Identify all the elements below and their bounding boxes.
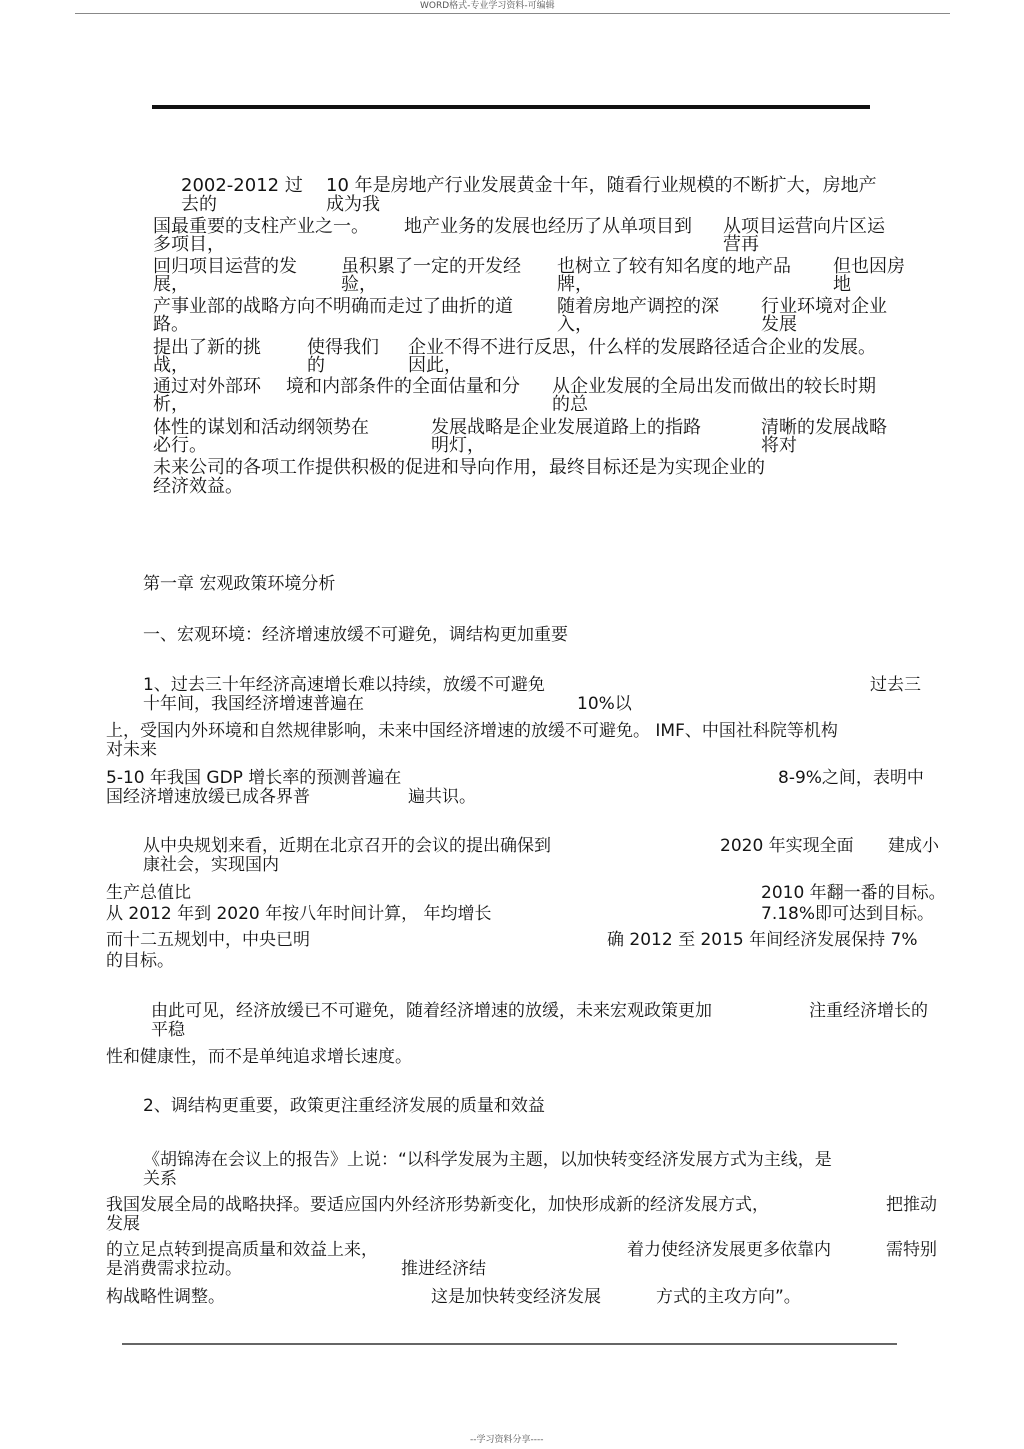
text-line: 经济效益。 (153, 476, 243, 497)
text-line: 成为我 (326, 194, 380, 215)
text-line: 性和健康性，而不是单纯追求增长速度。 (106, 1047, 412, 1067)
text-line: 由此可见，经济放缓已不可避免，随着经济增速的放缓，未来宏观政策更加 (151, 1001, 712, 1021)
text-line: 验， (341, 274, 377, 295)
text-line: 的 (307, 355, 325, 376)
text-line: 着力使经济发展更多依靠内 (627, 1240, 831, 1260)
text-line: 从中央规划来看，近期在北京召开的会议的提出确保到 (143, 836, 551, 856)
text-line: 提出了新的挑 (153, 337, 261, 358)
text-line: 行业环境对企业 (761, 296, 887, 317)
text-line: 营再 (723, 234, 759, 255)
top-thick-rule (152, 105, 870, 109)
text-line: 战， (153, 355, 189, 376)
text-line: 《胡锦涛在会议上的报告》上说：“以科学发展为主题，以加快转变经济发展方式为主线，是 (143, 1150, 832, 1170)
text-line: 展， (153, 274, 189, 295)
text-line: 10%以 (577, 694, 632, 714)
text-line: 国最重要的支柱产业之一。 (153, 216, 369, 237)
page-header: WORD格式-专业学习资料-可编辑 (420, 1, 555, 11)
bottom-rule (122, 1343, 897, 1345)
text-line: 建成小 (888, 836, 939, 856)
text-line: 5-10 年我国 GDP 增长率的预测普遍在 (106, 768, 402, 788)
text-line: 的立足点转到提高质量和效益上来， (106, 1240, 378, 1260)
text-line: 的目标。 (106, 951, 174, 971)
text-line: 从企业发展的全局出发而做出的较长时期 (552, 376, 876, 397)
text-line: 平稳 (151, 1020, 185, 1040)
text-line: 产事业部的战略方向不明确而走过了曲折的道 (153, 296, 513, 317)
text-line: 是消费需求拉动。 (106, 1259, 242, 1279)
text-line: 关系 (143, 1169, 177, 1189)
text-line: 境和内部条件的全面估量和分 (286, 376, 520, 397)
text-line: 把推动 (886, 1195, 937, 1215)
text-line: 通过对外部环 (153, 376, 261, 397)
text-line: 这是加快转变经济发展 (431, 1287, 601, 1307)
text-line: 发展战略是企业发展道路上的指路 (431, 417, 701, 438)
text-line: 将对 (761, 435, 797, 456)
text-line: 使得我们 (307, 337, 379, 358)
header-rule (75, 13, 950, 14)
text-line: 体性的谋划和活动纲领势在 (153, 417, 369, 438)
text-line: 国经济增速放缓已成各界普 (106, 787, 310, 807)
text-line: 去的 (181, 194, 217, 215)
text-line: 从项目运营向片区运 (723, 216, 885, 237)
text-line: 必行。 (153, 435, 207, 456)
text-line: 发展 (106, 1214, 140, 1234)
text-line: 方式的主攻方向”。 (656, 1287, 801, 1307)
text-line: 2002-2012 过 (181, 175, 303, 196)
text-line: 我国发展全局的战略抉择。要适应国内外经济形势新变化，加快形成新的经济发展方式， (106, 1195, 769, 1215)
text-line: 回归项目运营的发 (153, 256, 297, 277)
section-title: 一、宏观环境：经济增速放缓不可避免，调结构更加重要 (143, 625, 568, 645)
page-footer: --学习资料分享---- (470, 1435, 544, 1445)
text-line: 而十二五规划中，中央已明 (106, 930, 310, 950)
chapter-title: 第一章 宏观政策环境分析 (143, 574, 336, 594)
text-line: 构战略性调整。 (106, 1287, 225, 1307)
text-line: 析， (153, 394, 189, 415)
text-line: 康社会，实现国内 (143, 855, 279, 875)
text-line: 过去三 (870, 675, 921, 695)
text-line: 随着房地产调控的深 (557, 296, 719, 317)
text-line: 未来公司的各项工作提供积极的促进和导向作用，最终目标还是为实现企业的 (153, 457, 765, 478)
text-line: 地 (833, 274, 851, 295)
text-line: 2020 年实现全面 (720, 836, 854, 856)
text-line: 也树立了较有知名度的地产品 (557, 256, 791, 277)
subsection-title: 2、调结构更重要，政策更注重经济发展的质量和效益 (143, 1096, 545, 1116)
text-line: 虽积累了一定的开发经 (341, 256, 521, 277)
text-line: 但也因房 (833, 256, 905, 277)
text-line: 2010 年翻一番的目标。 (761, 883, 946, 903)
text-line: 入， (557, 314, 593, 335)
text-line: 对未来 (106, 740, 157, 760)
text-line: 注重经济增长的 (809, 1001, 928, 1021)
text-line: 因此， (408, 355, 462, 376)
text-line: 地产业务的发展也经历了从单项目到 (404, 216, 692, 237)
text-line: 企业不得不进行反思，什么样的发展路径适合企业的发展。 (408, 337, 876, 358)
text-line: 从 2012 年到 2020 年按八年时间计算， 年均增长 (106, 904, 492, 924)
text-line: 十年间，我国经济增速普遍在 (143, 694, 364, 714)
text-line: 路。 (153, 314, 189, 335)
text-line: 的总 (552, 394, 588, 415)
text-line: 生产总值比 (106, 883, 191, 903)
text-line: 需特别 (886, 1240, 937, 1260)
text-line: 遍共识。 (408, 787, 476, 807)
text-line: 确 2012 至 2015 年间经济发展保持 7% (607, 930, 918, 950)
text-line: 清晰的发展战略 (761, 417, 887, 438)
subsection-title: 1、过去三十年经济高速增长难以持续，放缓不可避免 (143, 675, 545, 695)
text-line: 牌， (557, 274, 593, 295)
text-line: 多项目， (153, 234, 225, 255)
text-line: 发展 (761, 314, 797, 335)
text-line: 上，受国内外环境和自然规律影响，未来中国经济增速的放缓不可避免。 IMF、中国社科院等机构 (106, 721, 838, 741)
text-line: 7.18%即可达到目标。 (761, 904, 935, 924)
text-line: 10 年是房地产行业发展黄金十年，随看行业规模的不断扩大，房地产 (326, 175, 877, 196)
text-line: 8-9%之间，表明中 (778, 768, 924, 788)
text-line: 推进经济结 (401, 1259, 486, 1279)
text-line: 明灯， (431, 435, 485, 456)
